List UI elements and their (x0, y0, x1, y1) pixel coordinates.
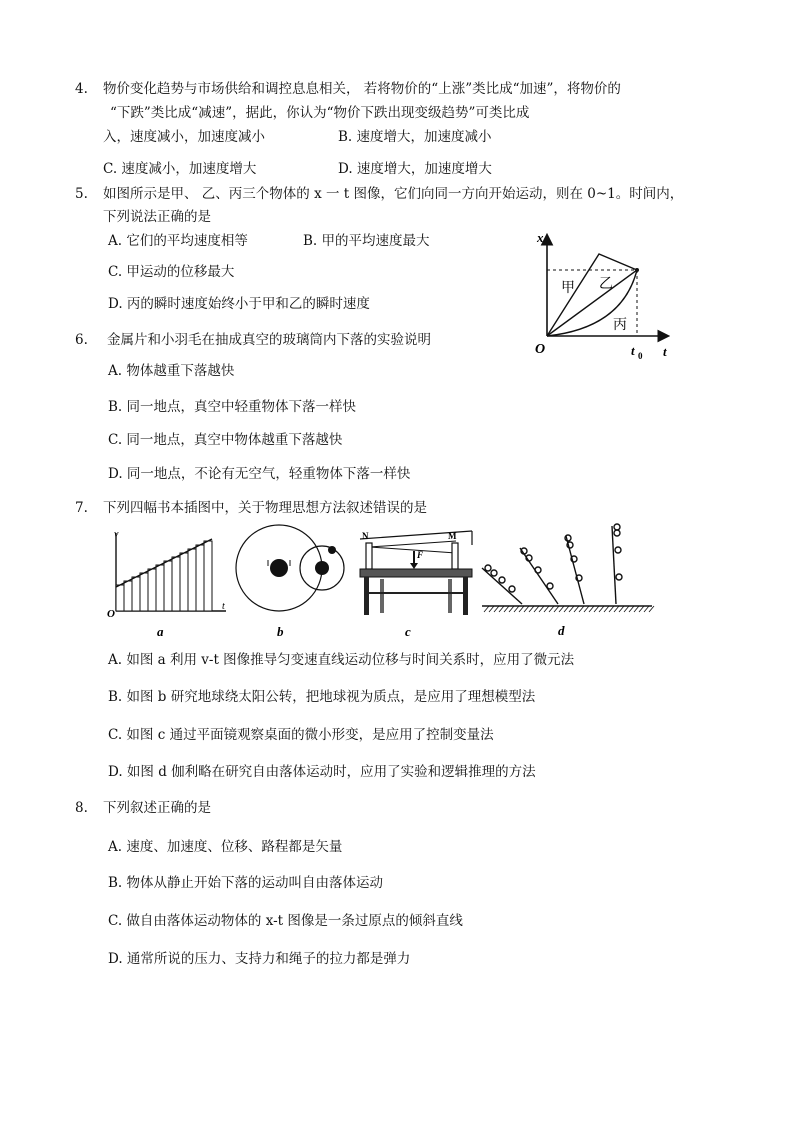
q6-option-a: A. 物体越重下落越快 (108, 363, 235, 379)
jia-label: 甲 (561, 281, 575, 296)
fig-a-t-label: t (222, 601, 225, 612)
q4-option-c: C. 速度减小，加速度增大 (103, 161, 257, 177)
q4-number: 4. (75, 81, 88, 97)
q7-stem: 下列四幅书本插图中，关于物理思想方法叙述错误的是 (103, 500, 427, 516)
q6-option-b: B. 同一地点，真空中轻重物体下落一样快 (108, 399, 357, 415)
fig-c-m-label: M (448, 531, 457, 541)
fig-c-table-leg-right (463, 577, 468, 615)
q4-option-b: B. 速度增大，加速度减小 (338, 129, 492, 145)
t0-label: t (631, 343, 635, 358)
q4-stem-line2: “下跌”类比成“减速”，据此，你认为“物价下跌出现变级趋势”可类比成 (110, 105, 530, 121)
q8-number: 8. (75, 800, 88, 816)
fig-c-table-leg-left (364, 577, 369, 615)
q5-option-a: A. 它们的平均速度相等 (108, 233, 248, 249)
fig-a-origin: O (107, 608, 115, 620)
fig-a-rectangle (164, 561, 172, 611)
figure-b-orbit (232, 524, 350, 644)
fig-a-rectangle (156, 565, 164, 611)
fig-a-rectangle (196, 545, 204, 611)
origin-label: O (535, 342, 546, 357)
q6-option-d: D. 同一地点，不论有无空气，轻重物体下落一样快 (108, 466, 411, 482)
fig-b-moon (328, 546, 336, 554)
fig-a-rectangle (116, 585, 124, 611)
q4-option-d: D. 速度增大，加速度增大 (338, 161, 492, 177)
q4-stem-line1: 物价变化趋势与市场供给和调控息息相关， 若将物价的“上涨”类比成“加速”，将物价的 (103, 81, 621, 97)
q8-option-d: D. 通常所说的压力、支持力和绳子的拉力都是弹力 (108, 951, 411, 967)
q8-option-b: B. 物体从静止开始下落的运动叫自由落体运动 (108, 875, 384, 891)
t-axis-label: t (663, 344, 667, 359)
fig-c-tabletop (360, 569, 472, 577)
q8-option-a: A. 速度、加速度、位移、路程都是矢量 (108, 839, 343, 855)
q6-option-c: C. 同一地点，真空中物体越重下落越快 (108, 432, 343, 448)
fig-b-earth (315, 561, 329, 575)
q5-option-b: B. 甲的平均速度最大 (303, 233, 430, 249)
fig-a-v-label: v (114, 529, 119, 540)
fig-a-rectangle (148, 569, 156, 611)
figure-c-mirror-table (356, 527, 478, 645)
fig-b-caption: b (277, 624, 284, 639)
fig-a-rectangle (132, 577, 140, 611)
fig-a-caption: a (157, 624, 164, 639)
q5-option-d: D. 丙的瞬时速度始终小于甲和乙的瞬时速度 (108, 296, 370, 312)
q7-option-d: D. 如图 d 伽利略在研究自由落体运动时，应用了实验和逻辑推理的方法 (108, 764, 536, 780)
fig-a-rectangle (140, 573, 148, 611)
figure-d-inclined-planes (480, 520, 655, 645)
fig-d-balls (485, 524, 622, 592)
fig-d-incline-1 (482, 568, 522, 604)
fig-a-rectangle (124, 581, 132, 611)
xt-graph-figure (527, 226, 677, 366)
fig-a-rectangle (172, 557, 180, 611)
figure-a-vt-graph (100, 527, 230, 645)
fig-c-caption: c (405, 624, 411, 639)
q7-number: 7. (75, 500, 88, 516)
q5-number: 5. (75, 186, 88, 202)
fig-c-f-label: F (417, 550, 424, 560)
fig-b-sun (270, 559, 288, 577)
fig-a-rectangle (180, 553, 188, 611)
q8-stem: 下列叙述正确的是 (103, 800, 211, 816)
q7-option-c: C. 如图 c 通过平面镜观察桌面的微小形变，是应用了控制变量法 (108, 727, 494, 743)
q4-option-a: 入，速度减小，加速度减小 (103, 129, 265, 145)
fig-c-mirror-n (366, 543, 372, 569)
q7-option-b: B. 如图 b 研究地球绕太阳公转，把地球视为质点，是应用了理想模型法 (108, 689, 536, 705)
fig-a-rectangle (188, 549, 196, 611)
fig-c-mirror-m (452, 543, 458, 569)
bing-label: 丙 (613, 318, 627, 333)
fig-a-rectangles (116, 541, 212, 611)
q7-option-a: A. 如图 a 利用 v-t 图像推导匀变速直线运动位移与时间关系时，应用了微元法 (108, 652, 575, 668)
q5-stem-line1: 如图所示是甲、 乙、丙三个物体的 x 一 t 图像，它们向同一方向开始运动，则在 0~1。时间内， (103, 186, 684, 202)
t0-subscript: 0 (638, 351, 643, 361)
fig-a-rectangle (204, 541, 212, 611)
q5-option-c: C. 甲运动的位移最大 (108, 264, 235, 280)
fig-d-caption: d (558, 623, 565, 638)
q6-number: 6. (75, 332, 88, 348)
fig-c-n-label: N (362, 531, 369, 541)
fig-d-incline-3 (566, 536, 584, 604)
yi-label: 乙 (599, 277, 613, 292)
q6-stem: 金属片和小羽毛在抽成真空的玻璃筒内下落的实验说明 (107, 332, 431, 348)
q5-stem-line2: 下列说法正确的是 (103, 209, 211, 225)
fig-d-incline-4 (612, 526, 616, 604)
q8-option-c: C. 做自由落体运动物体的 x-t 图像是一条过原点的倾斜直线 (108, 913, 463, 929)
x-axis-label: x (537, 230, 544, 245)
